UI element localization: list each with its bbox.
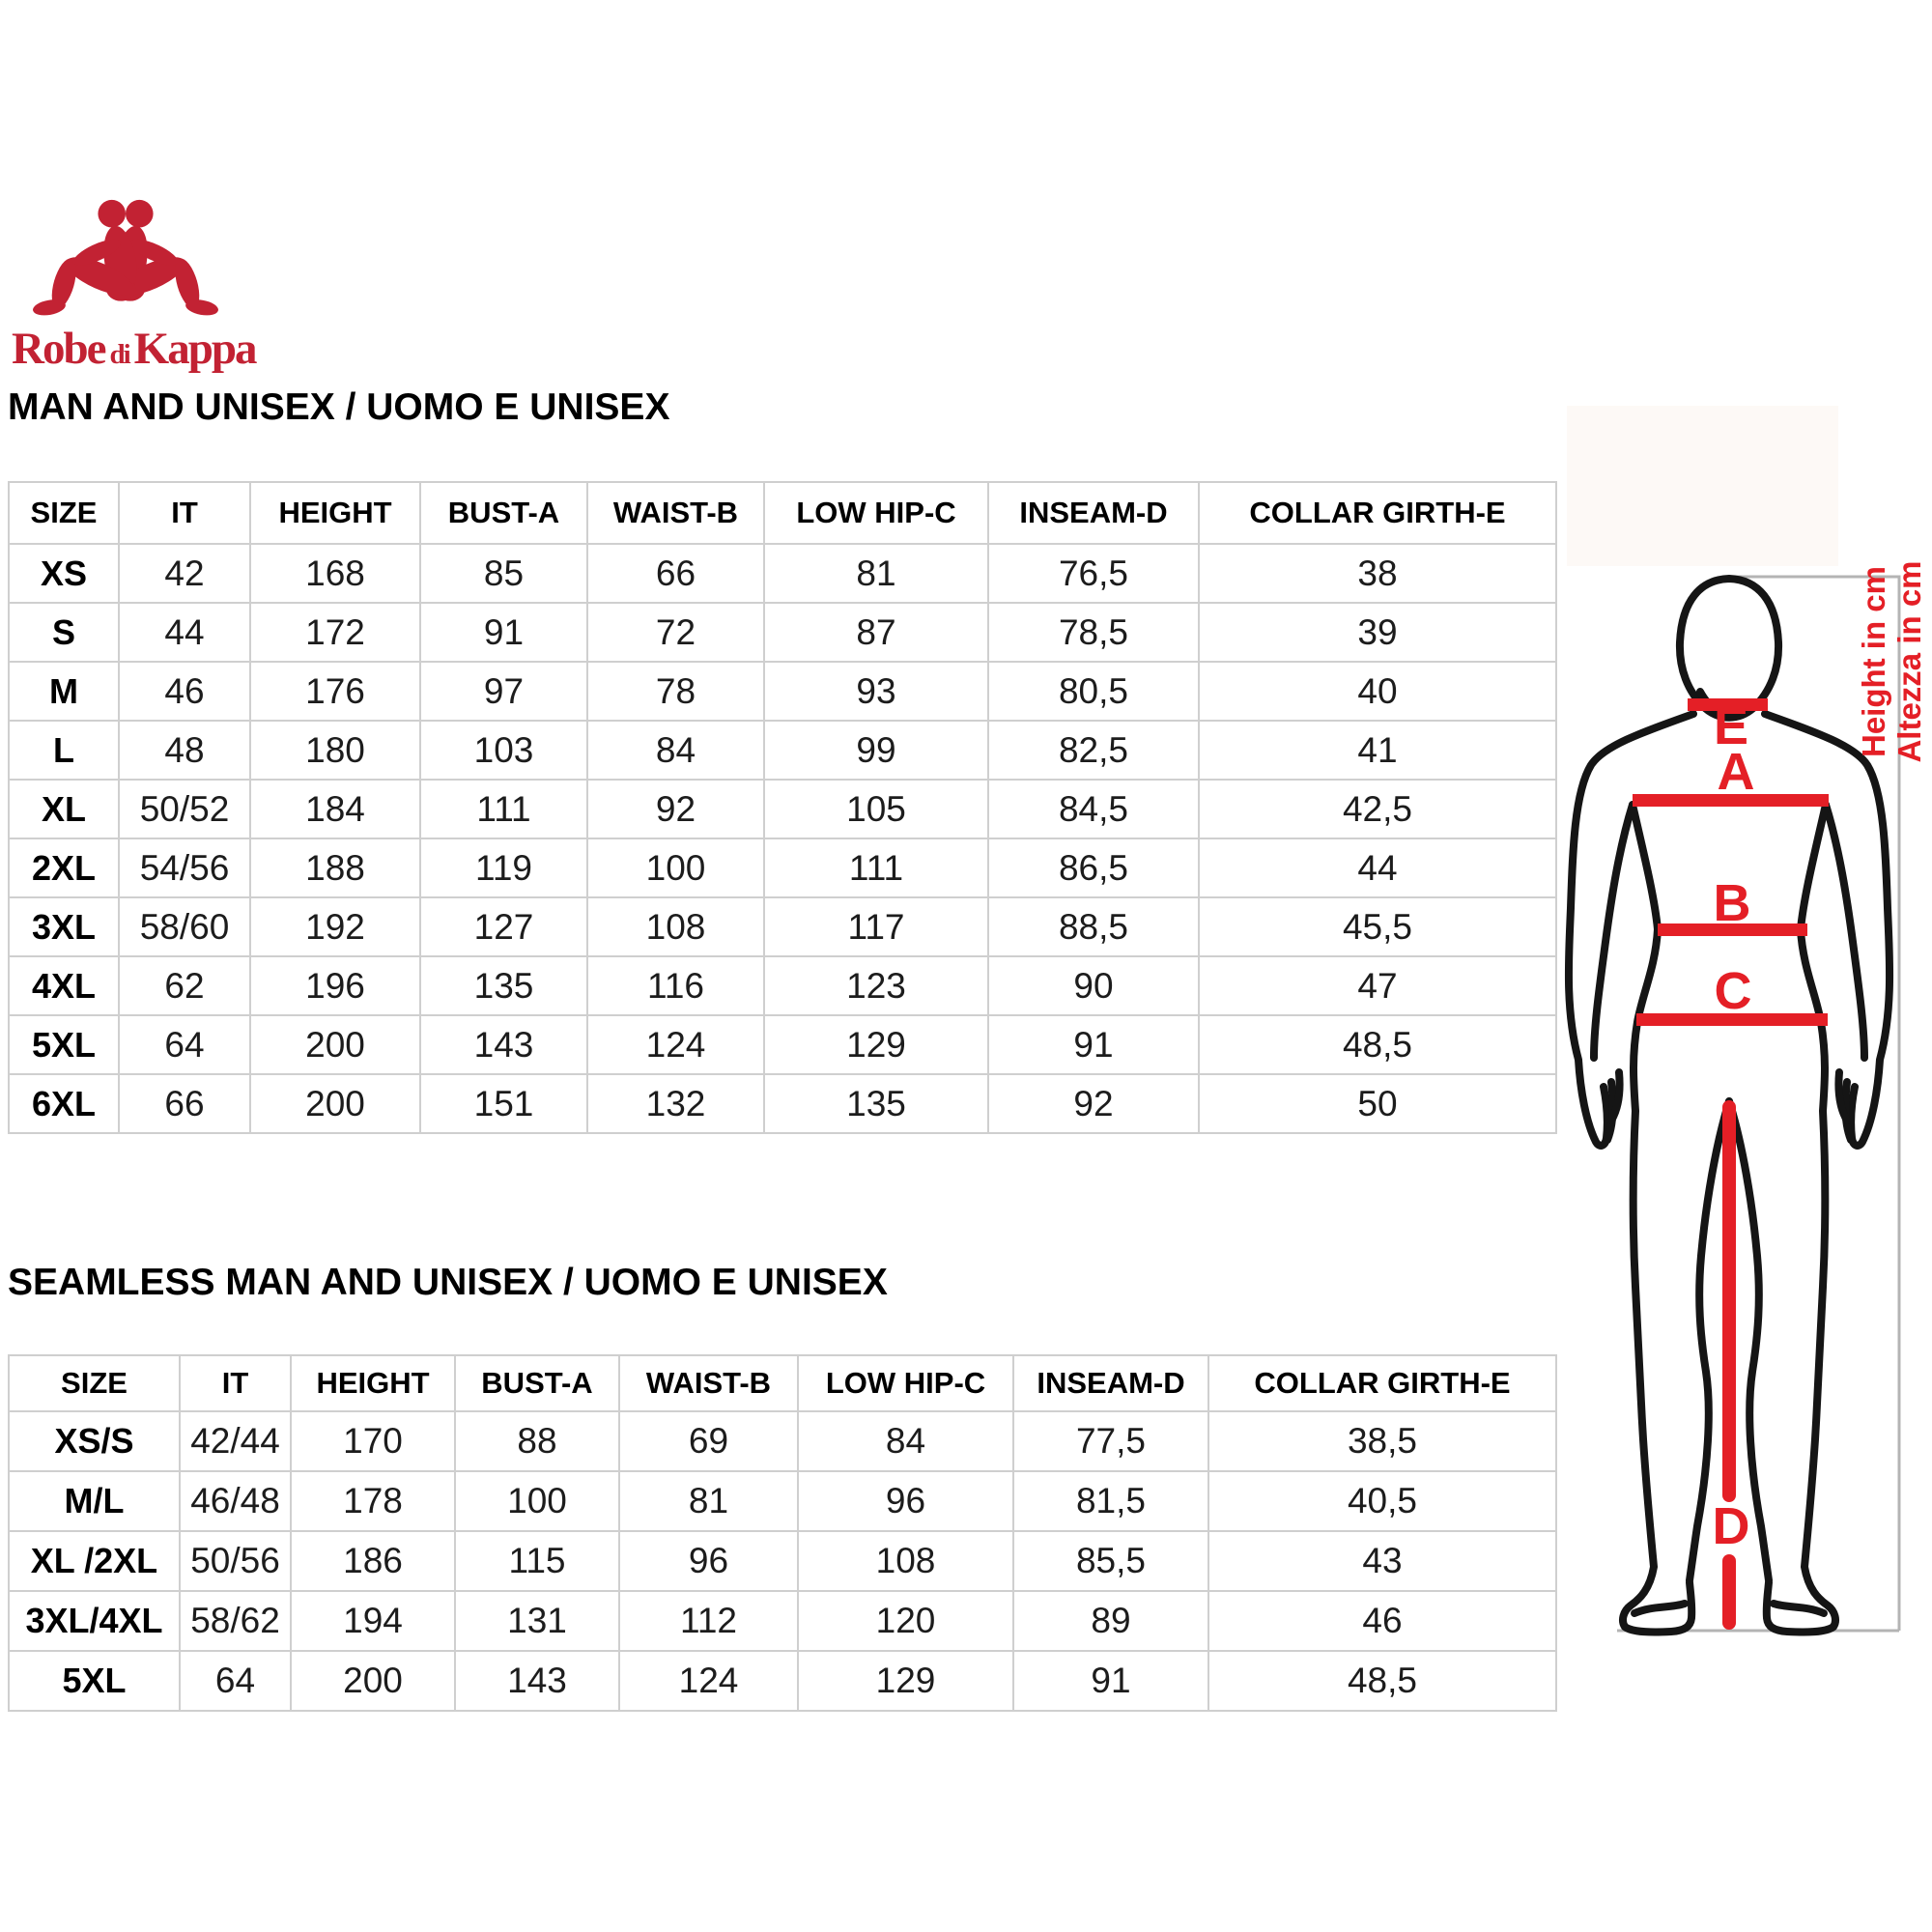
- size-row: [9, 662, 1556, 721]
- measurement-cell: 170: [291, 1411, 455, 1471]
- section-title-seamless: SEAMLESS MAN AND UNISEX / UOMO E UNISEX: [8, 1262, 888, 1303]
- size-label-cell: M/L: [9, 1471, 180, 1531]
- measurement-cell: 66: [119, 1074, 250, 1133]
- measurement-cell: 54/56: [119, 838, 250, 897]
- measurement-cell: 85,5: [1013, 1531, 1208, 1591]
- size-label-cell: L: [9, 721, 119, 780]
- size-row: [9, 1074, 1556, 1133]
- measurement-cell: 178: [291, 1471, 455, 1531]
- measurement-cell: 44: [1199, 838, 1556, 897]
- wordmark-di: di: [109, 339, 129, 370]
- measurement-cell: 99: [764, 721, 988, 780]
- size-table-seamless: [8, 1354, 1557, 1712]
- measurement-cell: 38,5: [1208, 1411, 1556, 1471]
- measurement-cell: 92: [587, 780, 764, 838]
- column-header: HEIGHT: [291, 1355, 455, 1411]
- measurement-cell: 91: [988, 1015, 1199, 1074]
- measurement-cell: 91: [1013, 1651, 1208, 1711]
- wordmark-robe: Robe: [12, 324, 105, 374]
- size-row: [9, 1015, 1556, 1074]
- measurement-cell: 96: [798, 1471, 1013, 1531]
- measurement-cell: 50/56: [180, 1531, 291, 1591]
- measurement-cell: 48,5: [1208, 1651, 1556, 1711]
- column-header: LOW HIP-C: [764, 482, 988, 544]
- size-label-cell: 4XL: [9, 956, 119, 1015]
- size-label-cell: XS: [9, 544, 119, 603]
- measurement-cell: 40,5: [1208, 1471, 1556, 1531]
- section-title-man-unisex: MAN AND UNISEX / UOMO E UNISEX: [8, 386, 670, 428]
- measurement-cell: 64: [119, 1015, 250, 1074]
- measurement-cell: 151: [420, 1074, 587, 1133]
- size-row: [9, 780, 1556, 838]
- measurement-cell: 62: [119, 956, 250, 1015]
- measurement-cell: 168: [250, 544, 420, 603]
- column-header: BUST-A: [455, 1355, 619, 1411]
- measurement-cell: 69: [619, 1411, 798, 1471]
- size-label-cell: 5XL: [9, 1015, 119, 1074]
- label-hip-c: C: [1714, 962, 1752, 1020]
- size-row: [9, 603, 1556, 662]
- measurement-cell: 115: [455, 1531, 619, 1591]
- body-outline-left: [1569, 714, 1729, 1632]
- measurement-cell: 42: [119, 544, 250, 603]
- measurement-cell: 143: [420, 1015, 587, 1074]
- size-label-cell: 6XL: [9, 1074, 119, 1133]
- column-header: LOW HIP-C: [798, 1355, 1013, 1411]
- measurement-cell: 50/52: [119, 780, 250, 838]
- measurement-cell: 129: [798, 1651, 1013, 1711]
- measurement-cell: 97: [420, 662, 587, 721]
- measurement-cell: 41: [1199, 721, 1556, 780]
- measurement-cell: 90: [988, 956, 1199, 1015]
- measurement-cell: 43: [1208, 1531, 1556, 1591]
- body-outline-right: [1729, 714, 1889, 1632]
- measurement-cell: 72: [587, 603, 764, 662]
- column-header: SIZE: [9, 1355, 180, 1411]
- measurement-cell: 127: [420, 897, 587, 956]
- measurement-cell: 89: [1013, 1591, 1208, 1651]
- label-waist-b: B: [1713, 874, 1751, 932]
- column-header: SIZE: [9, 482, 119, 544]
- column-header: COLLAR GIRTH-E: [1208, 1355, 1556, 1411]
- height-caption-en: Height in cm: [1856, 565, 1891, 758]
- diagram-background-box: [1567, 406, 1838, 566]
- measurement-cell: 108: [798, 1531, 1013, 1591]
- size-row: [9, 1531, 1556, 1591]
- measurement-cell: 84: [798, 1411, 1013, 1471]
- column-header: BUST-A: [420, 482, 587, 544]
- measurement-cell: 184: [250, 780, 420, 838]
- wordmark-kappa: Kappa: [133, 324, 256, 374]
- measurement-cell: 188: [250, 838, 420, 897]
- measurement-cell: 100: [587, 838, 764, 897]
- measurement-cell: 135: [420, 956, 587, 1015]
- measurement-cell: 85: [420, 544, 587, 603]
- measurement-cell: 48: [119, 721, 250, 780]
- size-label-cell: 5XL: [9, 1651, 180, 1711]
- measurement-cell: 44: [119, 603, 250, 662]
- measurement-cell: 186: [291, 1531, 455, 1591]
- measurement-cell: 77,5: [1013, 1411, 1208, 1471]
- measurement-cell: 47: [1199, 956, 1556, 1015]
- measurement-cell: 96: [619, 1531, 798, 1591]
- measurement-cell: 50: [1199, 1074, 1556, 1133]
- measurement-cell: 192: [250, 897, 420, 956]
- measurement-cell: 39: [1199, 603, 1556, 662]
- measurement-cell: 143: [455, 1651, 619, 1711]
- measurement-cell: 116: [587, 956, 764, 1015]
- measurement-cell: 111: [420, 780, 587, 838]
- measurement-cell: 124: [587, 1015, 764, 1074]
- measurement-cell: 196: [250, 956, 420, 1015]
- label-inseam-d: D: [1712, 1497, 1750, 1555]
- column-header: INSEAM-D: [1013, 1355, 1208, 1411]
- size-row: [9, 897, 1556, 956]
- size-row: [9, 1591, 1556, 1651]
- measurement-cell: 135: [764, 1074, 988, 1133]
- column-header: WAIST-B: [619, 1355, 798, 1411]
- size-row: [9, 544, 1556, 603]
- measurement-cell: 200: [250, 1074, 420, 1133]
- height-caption-it: Altezza in cm: [1891, 560, 1927, 763]
- label-collar-e: E: [1713, 697, 1749, 755]
- measurement-cell: 117: [764, 897, 988, 956]
- measurement-cell: 119: [420, 838, 587, 897]
- measurement-cell: 111: [764, 838, 988, 897]
- measurement-cell: 58/60: [119, 897, 250, 956]
- size-table-man-unisex: [8, 481, 1557, 1134]
- size-row: [9, 956, 1556, 1015]
- measurement-cell: 100: [455, 1471, 619, 1531]
- brand-wordmark: [12, 323, 255, 375]
- measurement-cell: 87: [764, 603, 988, 662]
- size-label-cell: 3XL/4XL: [9, 1591, 180, 1651]
- measurement-cell: 80,5: [988, 662, 1199, 721]
- measurement-cell: 123: [764, 956, 988, 1015]
- measurement-cell: 45,5: [1199, 897, 1556, 956]
- measurement-cell: 46: [1208, 1591, 1556, 1651]
- label-bust-a: A: [1717, 743, 1755, 801]
- logo-left-figure: [32, 200, 141, 318]
- size-row: [9, 721, 1556, 780]
- column-header: INSEAM-D: [988, 482, 1199, 544]
- measurement-cell: 88: [455, 1411, 619, 1471]
- size-label-cell: S: [9, 603, 119, 662]
- measurement-cell: 131: [455, 1591, 619, 1651]
- column-header: IT: [180, 1355, 291, 1411]
- size-label-cell: M: [9, 662, 119, 721]
- measurement-cell: 103: [420, 721, 587, 780]
- measurement-cell: 200: [291, 1651, 455, 1711]
- measurement-cell: 58/62: [180, 1591, 291, 1651]
- kappa-seated-figures-logo-icon: [29, 191, 222, 321]
- measurement-cell: 180: [250, 721, 420, 780]
- measurement-cell: 105: [764, 780, 988, 838]
- body-measurement-diagram: [1546, 386, 1932, 1662]
- measurement-cell: 92: [988, 1074, 1199, 1133]
- column-header: COLLAR GIRTH-E: [1199, 482, 1556, 544]
- measurement-cell: 76,5: [988, 544, 1199, 603]
- size-row: [9, 1651, 1556, 1711]
- measurement-cell: 93: [764, 662, 988, 721]
- measurement-cell: 120: [798, 1591, 1013, 1651]
- measurement-cell: 176: [250, 662, 420, 721]
- header-row: [9, 482, 1556, 544]
- measurement-cell: 82,5: [988, 721, 1199, 780]
- measurement-cell: 112: [619, 1591, 798, 1651]
- measurement-cell: 86,5: [988, 838, 1199, 897]
- measurement-cell: 64: [180, 1651, 291, 1711]
- measurement-cell: 91: [420, 603, 587, 662]
- measurement-cell: 38: [1199, 544, 1556, 603]
- measurement-cell: 81,5: [1013, 1471, 1208, 1531]
- measurement-cell: 108: [587, 897, 764, 956]
- column-header: WAIST-B: [587, 482, 764, 544]
- measurement-cell: 172: [250, 603, 420, 662]
- size-row: [9, 838, 1556, 897]
- size-label-cell: XL /2XL: [9, 1531, 180, 1591]
- size-row: [9, 1411, 1556, 1471]
- measurement-cell: 66: [587, 544, 764, 603]
- size-label-cell: 3XL: [9, 897, 119, 956]
- measurement-cell: 84,5: [988, 780, 1199, 838]
- measurement-cell: 194: [291, 1591, 455, 1651]
- measurement-cell: 129: [764, 1015, 988, 1074]
- measurement-cell: 42,5: [1199, 780, 1556, 838]
- measurement-cell: 81: [619, 1471, 798, 1531]
- measurement-cell: 46: [119, 662, 250, 721]
- measurement-cell: 46/48: [180, 1471, 291, 1531]
- measurement-cell: 42/44: [180, 1411, 291, 1471]
- column-header: HEIGHT: [250, 482, 420, 544]
- measurement-cell: 88,5: [988, 897, 1199, 956]
- measurement-cell: 40: [1199, 662, 1556, 721]
- measurement-cell: 81: [764, 544, 988, 603]
- measurement-cell: 132: [587, 1074, 764, 1133]
- size-label-cell: XL: [9, 780, 119, 838]
- measurement-cell: 48,5: [1199, 1015, 1556, 1074]
- size-row: [9, 1471, 1556, 1531]
- header-row: [9, 1355, 1556, 1411]
- measurement-cell: 124: [619, 1651, 798, 1711]
- measurement-cell: 200: [250, 1015, 420, 1074]
- measurement-cell: 78: [587, 662, 764, 721]
- measurement-cell: 84: [587, 721, 764, 780]
- measurement-cell: 78,5: [988, 603, 1199, 662]
- size-label-cell: 2XL: [9, 838, 119, 897]
- size-label-cell: XS/S: [9, 1411, 180, 1471]
- column-header: IT: [119, 482, 250, 544]
